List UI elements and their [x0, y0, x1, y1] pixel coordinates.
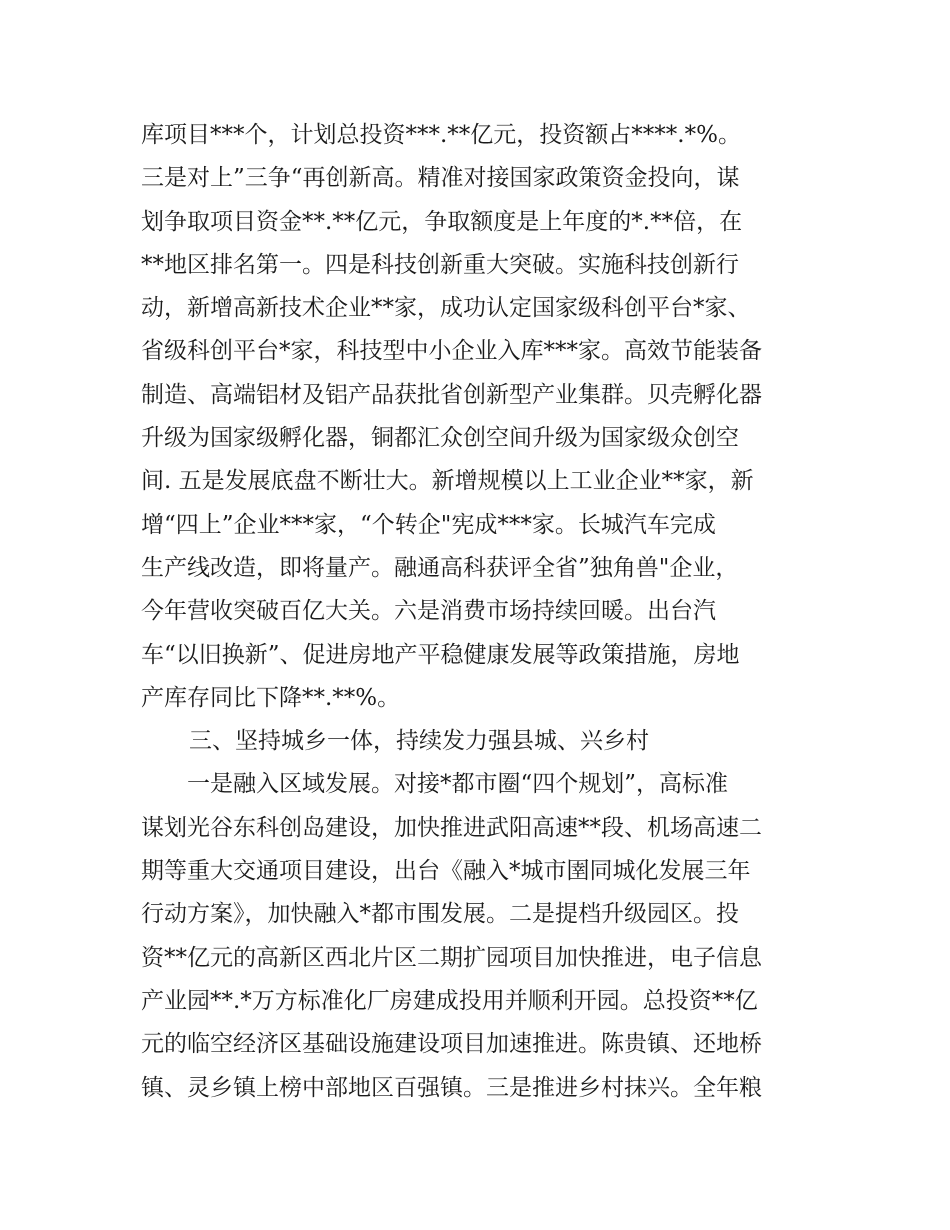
text-line: 动，新增高新技术企业**家，成功认定国家级科创平台*家、	[141, 295, 751, 322]
text-line: 谋划光谷东科创岛建设，加快推进武阳高速**段、机场高速二	[141, 814, 762, 841]
text-line: 资**亿元的高新区西北片区二期扩园项目加快推进，电子信息	[141, 944, 762, 971]
text-line: 产库存同比下降**.**%。	[141, 684, 401, 711]
text-line: 镇、灵乡镇上榜中部地区百强镇。三是推进乡村抹兴。全年粮	[141, 1074, 762, 1101]
text-line: 行动方案》，加快融入*都市围发展。二是提档升级园区。投	[141, 901, 739, 928]
text-line: 产业园**.*万方标准化厂房建成投用并顺利开园。总投资**亿	[141, 987, 758, 1014]
text-line: 生产线改造，即将量产。融通高科获评全省”独角兽"企业，	[141, 554, 739, 581]
text-line: 库项目***个，计划总投资***.**亿元，投资额占****.*%。	[141, 122, 741, 148]
text-line: 制造、高端铝材及铝产品获批省创新型产业集群。贝壳孵化器	[141, 381, 762, 408]
text-line: 省级科创平台*家，科技型中小企业入库***家。高效节能装备	[141, 338, 762, 365]
text-line: 期等重大交通项目建设，出台《融入*城市圉同城化发展三年	[141, 858, 751, 885]
text-line: 增“四上”企业***家，“个转企"宪成***家。长城汽车完成	[141, 511, 716, 538]
document-body	[141, 114, 813, 1110]
paragraph-first-line: 一是融入区域发展。对接*都市圈“四个规划”，高标准	[187, 771, 729, 798]
text-line: 车“以旧换新”、促进房地产平稳健康发展等政策措施，房地	[141, 641, 740, 668]
text-line: 间. 五是发展底盘不断壮大。新增规模以上工业企业**家，新	[141, 468, 754, 495]
text-line: **地区排名第一。四是科技创新重大突破。实施科技创新行	[141, 251, 739, 278]
text-line: 三是对上”三争“再创新高。精准对接国家政策资金投向，谋	[141, 165, 740, 192]
section-heading: 三、坚持城乡一体，持续发力强县城、兴乡村	[189, 728, 649, 755]
text-line: 划争取项目资金**.**亿元，争取额度是上年度的*.**倍，在	[141, 208, 743, 235]
text-line: 今年营收突破百亿大关。六是消费市场持续回暖。出台汽	[141, 598, 716, 625]
text-line: 元的临空经济区基础设施建设项目加速推进。陈贵镇、还地桥	[141, 1031, 762, 1058]
text-line: 升级为国家级孵化器，铜都汇众创空间升级为国家级众创空	[141, 425, 739, 452]
